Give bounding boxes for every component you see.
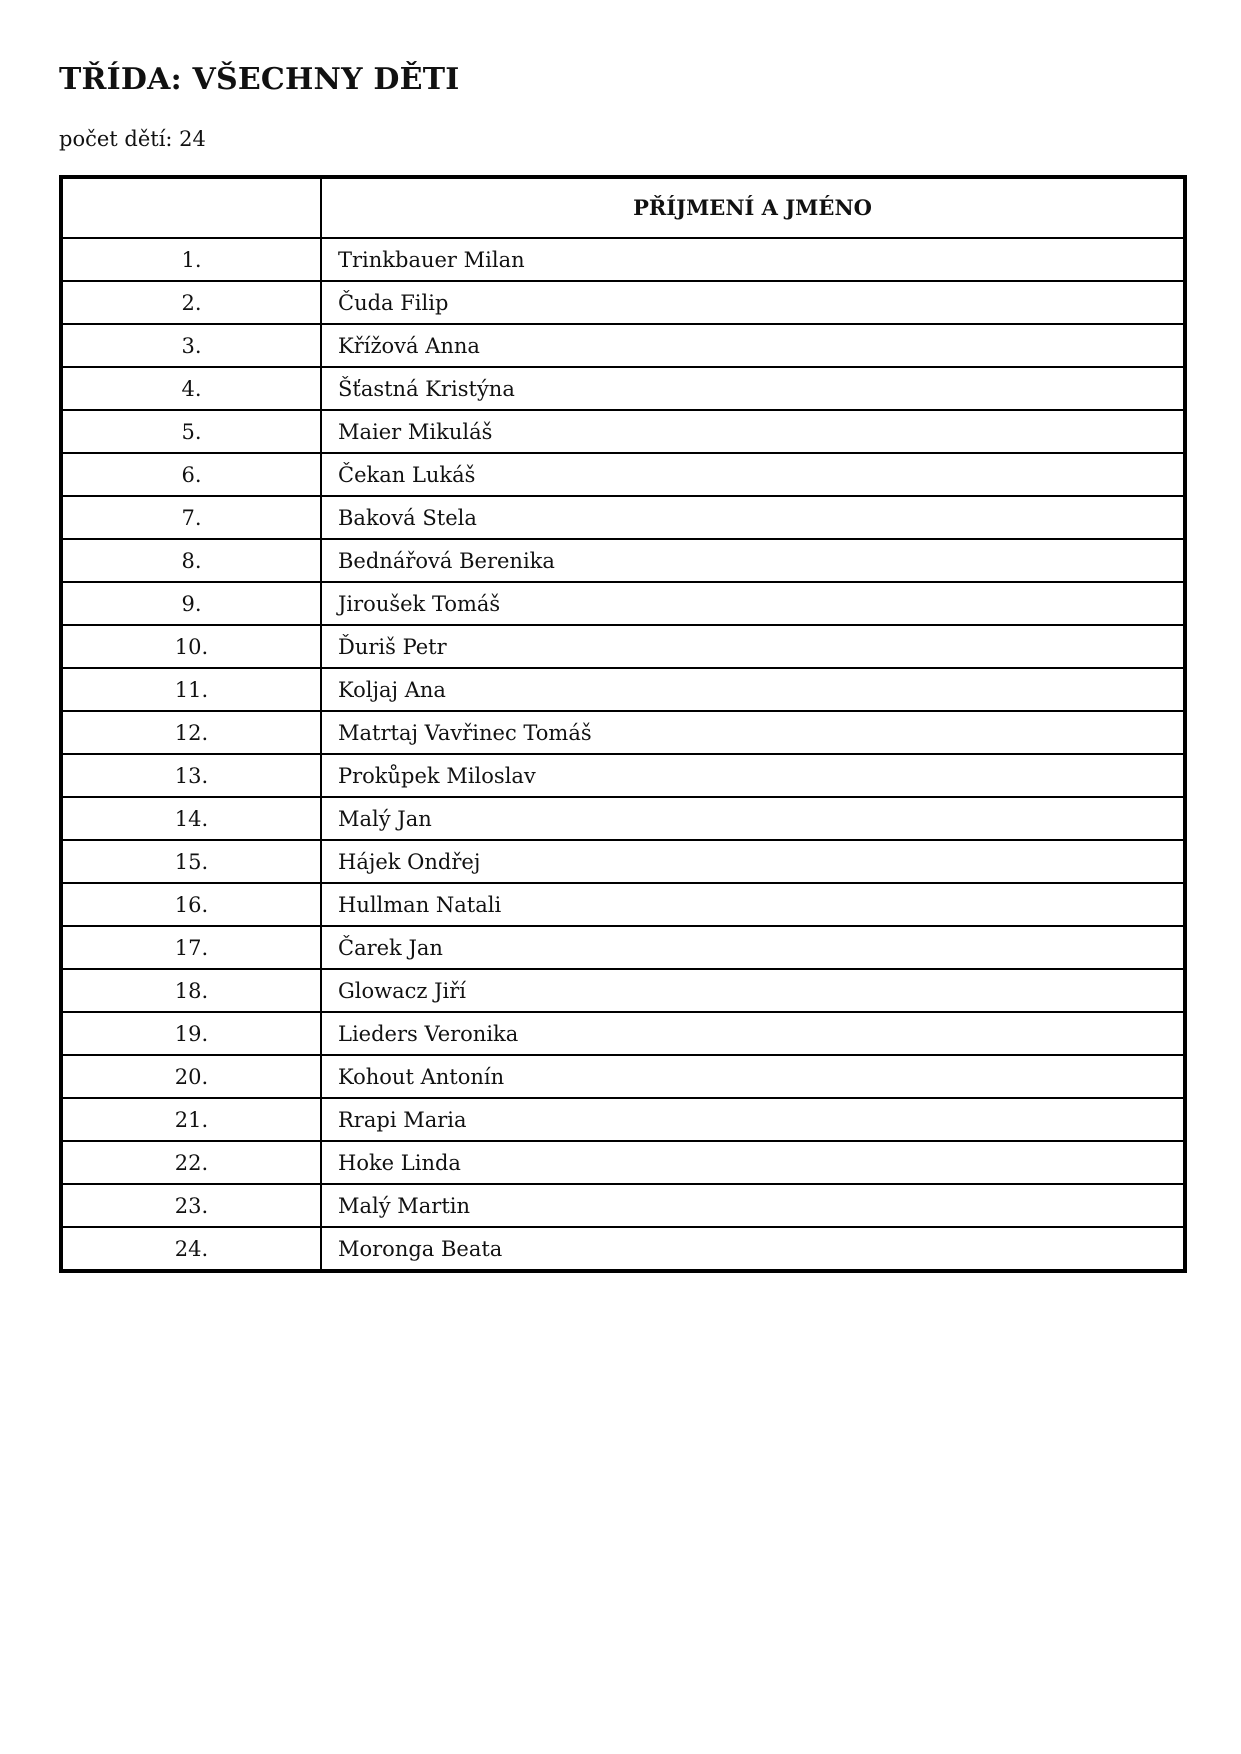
child-name: Hájek Ondřej xyxy=(321,840,1185,883)
table-row xyxy=(61,496,1185,539)
table-row xyxy=(61,539,1185,582)
table-row xyxy=(61,1055,1185,1098)
row-number: 22. xyxy=(61,1141,321,1184)
table-row xyxy=(61,1098,1185,1141)
row-number: 16. xyxy=(61,883,321,926)
row-number: 10. xyxy=(61,625,321,668)
row-number: 3. xyxy=(61,324,321,367)
row-number: 12. xyxy=(61,711,321,754)
table-row xyxy=(61,1012,1185,1055)
row-number: 14. xyxy=(61,797,321,840)
row-number: 2. xyxy=(61,281,321,324)
child-name: Jiroušek Tomáš xyxy=(321,582,1185,625)
row-number: 5. xyxy=(61,410,321,453)
child-name: Maier Mikuláš xyxy=(321,410,1185,453)
table-row xyxy=(61,324,1185,367)
row-number: 24. xyxy=(61,1227,321,1271)
table-row xyxy=(61,1184,1185,1227)
table-row xyxy=(61,582,1185,625)
table-row xyxy=(61,453,1185,496)
child-name: Křížová Anna xyxy=(321,324,1185,367)
table-row xyxy=(61,711,1185,754)
table-row xyxy=(61,797,1185,840)
child-name: Trinkbauer Milan xyxy=(321,238,1185,281)
child-name: Kohout Antonín xyxy=(321,1055,1185,1098)
child-name: Glowacz Jiří xyxy=(321,969,1185,1012)
child-name: Moronga Beata xyxy=(321,1227,1185,1271)
row-number: 15. xyxy=(61,840,321,883)
row-number: 20. xyxy=(61,1055,321,1098)
row-number: 23. xyxy=(61,1184,321,1227)
table-row xyxy=(61,754,1185,797)
row-number: 13. xyxy=(61,754,321,797)
child-name: Čekan Lukáš xyxy=(321,453,1185,496)
child-name: Čuda Filip xyxy=(321,281,1185,324)
row-number: 6. xyxy=(61,453,321,496)
children-table xyxy=(59,175,1187,1273)
row-number: 17. xyxy=(61,926,321,969)
name-column-header: PŘÍJMENÍ A JMÉNO xyxy=(321,177,1185,238)
table-row xyxy=(61,367,1185,410)
row-number: 4. xyxy=(61,367,321,410)
child-name: Šťastná Kristýna xyxy=(321,367,1185,410)
child-name: Čarek Jan xyxy=(321,926,1185,969)
child-name: Hullman Natali xyxy=(321,883,1185,926)
table-body xyxy=(61,238,1185,1271)
child-name: Hoke Linda xyxy=(321,1141,1185,1184)
number-column-header xyxy=(61,177,321,238)
row-number: 18. xyxy=(61,969,321,1012)
row-number: 9. xyxy=(61,582,321,625)
child-name: Prokůpek Miloslav xyxy=(321,754,1185,797)
table-row xyxy=(61,625,1185,668)
row-number: 21. xyxy=(61,1098,321,1141)
table-row xyxy=(61,1141,1185,1184)
table-row xyxy=(61,410,1185,453)
table-row xyxy=(61,883,1185,926)
child-name: Malý Martin xyxy=(321,1184,1185,1227)
table-row xyxy=(61,840,1185,883)
table-row xyxy=(61,238,1185,281)
row-number: 8. xyxy=(61,539,321,582)
child-name: Baková Stela xyxy=(321,496,1185,539)
row-number: 19. xyxy=(61,1012,321,1055)
table-row xyxy=(61,281,1185,324)
child-name: Koljaj Ana xyxy=(321,668,1185,711)
table-row xyxy=(61,969,1185,1012)
child-count: počet dětí: 24 xyxy=(59,127,206,151)
row-number: 1. xyxy=(61,238,321,281)
row-number: 11. xyxy=(61,668,321,711)
child-name: Rrapi Maria xyxy=(321,1098,1185,1141)
table-header-row xyxy=(61,177,1185,238)
table-row xyxy=(61,668,1185,711)
child-name: Lieders Veronika xyxy=(321,1012,1185,1055)
child-name: Ďuriš Petr xyxy=(321,625,1185,668)
table-row xyxy=(61,1227,1185,1271)
child-name: Bednářová Berenika xyxy=(321,539,1185,582)
child-name: Matrtaj Vavřinec Tomáš xyxy=(321,711,1185,754)
table-row xyxy=(61,926,1185,969)
row-number: 7. xyxy=(61,496,321,539)
child-name: Malý Jan xyxy=(321,797,1185,840)
page-title: TŘÍDA: VŠECHNY DĚTI xyxy=(59,62,460,97)
